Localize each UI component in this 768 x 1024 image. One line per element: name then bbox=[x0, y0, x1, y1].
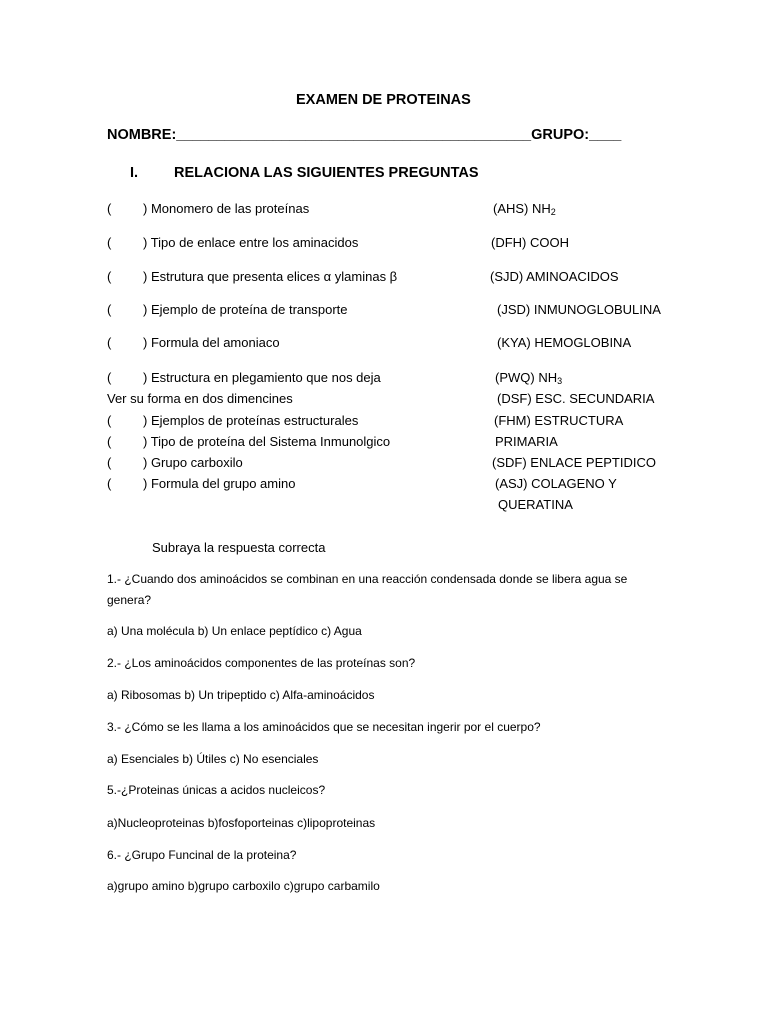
matching-paren: ( bbox=[107, 434, 112, 449]
matching-question: ) Ejemplos de proteínas estructurales bbox=[143, 413, 359, 428]
matching-answer: (AHS) $NH_2$ bbox=[493, 201, 556, 217]
matching-question: ) Formula del grupo amino bbox=[143, 476, 296, 491]
matching-answer: (SJD) AMINOACIDOS bbox=[490, 269, 619, 284]
matching-answer-continuation: QUERATINA bbox=[498, 497, 573, 512]
section-heading: RELACIONA LAS SIGUIENTES PREGUNTAS bbox=[174, 165, 479, 181]
matching-answer: (JSD) INMUNOGLOBULINA bbox=[497, 302, 661, 317]
matching-paren: ( bbox=[107, 335, 112, 350]
matching-question: ) Ejemplo de proteína de transporte bbox=[143, 302, 348, 317]
matching-answer: (FHM) ESTRUCTURA bbox=[494, 413, 624, 428]
name-group-line: NOMBRE:____________________________________________GRUPO:____ bbox=[107, 127, 622, 143]
matching-paren: ( bbox=[107, 413, 112, 428]
matching-paren: ( bbox=[107, 476, 112, 491]
question-text: 3.- ¿Cómo se les llama a los aminoácidos que se necesitan ingerir por el cuerpo? bbox=[107, 720, 541, 734]
answer-options: a) Ribosomas b) Un tripeptido c) Alfa-aminoácidos bbox=[107, 688, 375, 702]
section-numeral: I. bbox=[130, 165, 139, 181]
matching-paren: ( bbox=[107, 201, 112, 216]
matching-question: ) Monomero de las proteínas bbox=[143, 201, 310, 216]
matching-answer: (DFH) COOH bbox=[491, 235, 569, 250]
matching-paren: ( bbox=[107, 235, 112, 250]
matching-question: ) Tipo de proteína del Sistema Inmunolgico bbox=[143, 434, 391, 449]
question-text: 5.-¿Proteinas únicas a acidos nucleicos? bbox=[107, 783, 326, 797]
question-text-continuation: genera? bbox=[107, 593, 152, 607]
matching-question-continuation: Ver su forma en dos dimencines bbox=[107, 391, 293, 406]
matching-answer-continuation: PRIMARIA bbox=[495, 434, 558, 449]
matching-answer: (PWQ) $NH_3$ bbox=[495, 370, 563, 386]
matching-paren: ( bbox=[107, 269, 112, 284]
matching-answer: (KYA) HEMOGLOBINA bbox=[497, 335, 632, 350]
matching-question: ) Estructura en plegamiento que nos deja bbox=[143, 370, 381, 385]
matching-paren: ( bbox=[107, 302, 112, 317]
matching-answer: (SDF) ENLACE PEPTIDICO bbox=[492, 455, 656, 470]
matching-question: ) Grupo carboxilo bbox=[143, 455, 243, 470]
answer-options: a) Una molécula b) Un enlace peptídico c) Agua bbox=[107, 624, 362, 638]
question-text: 2.- ¿Los aminoácidos componentes de las proteínas son? bbox=[107, 656, 416, 670]
answer-options: a) Esenciales b) Útiles c) No esenciales bbox=[107, 752, 319, 766]
matching-question: ) Estrutura que presenta elices α ylaminas β bbox=[143, 269, 398, 284]
section2-heading: Subraya la respuesta correcta bbox=[152, 540, 326, 555]
matching-question: ) Tipo de enlace entre los aminacidos bbox=[143, 235, 359, 250]
matching-answer: (ASJ) COLAGENO Y bbox=[495, 476, 617, 491]
matching-paren: ( bbox=[107, 455, 112, 470]
question-text: 1.- ¿Cuando dos aminoácidos se combinan en una reacción condensada donde se libera agua se bbox=[107, 572, 628, 586]
answer-options: a)Nucleoproteinas b)fosfoporteinas c)lipoproteinas bbox=[107, 816, 376, 830]
matching-answer: (DSF) ESC. SECUNDARIA bbox=[497, 391, 655, 406]
exam-title: EXAMEN DE PROTEINAS bbox=[296, 92, 471, 108]
matching-question: ) Formula del amoniaco bbox=[143, 335, 280, 350]
matching-paren: ( bbox=[107, 370, 112, 385]
answer-options: a)grupo amino b)grupo carboxilo c)grupo carbamilo bbox=[107, 879, 380, 893]
question-text: 6.- ¿Grupo Funcinal de la proteina? bbox=[107, 848, 297, 862]
